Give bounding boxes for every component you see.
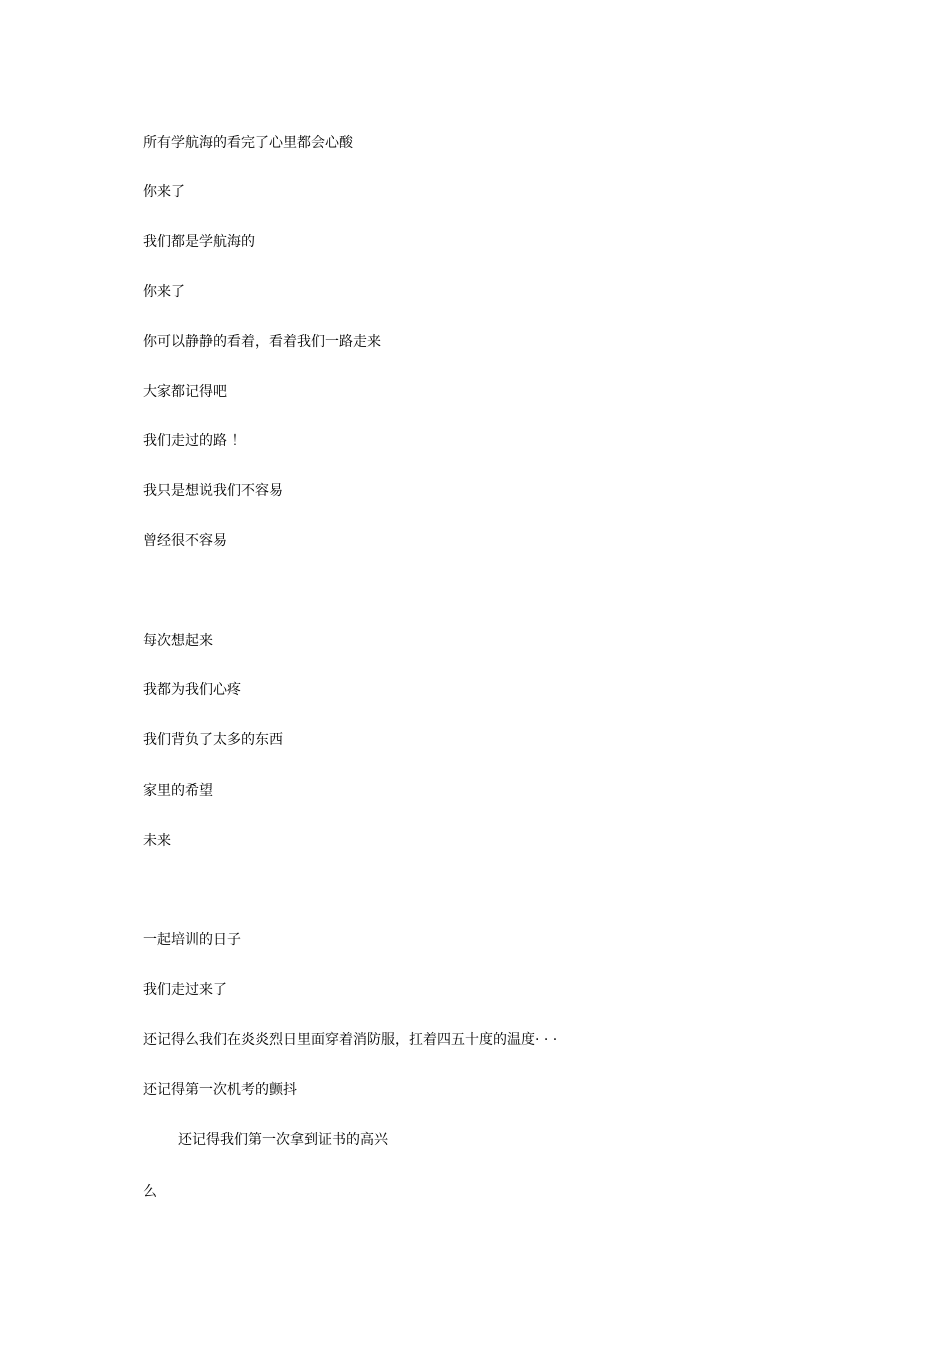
text-line: 我们走过来了: [143, 982, 227, 998]
text-line: 我只是想说我们不容易: [143, 483, 283, 499]
text-line: 所有学航海的看完了心里都会心酸: [143, 135, 353, 151]
text-line: 你可以静静的看着，看着我们一路走来: [143, 334, 381, 350]
text-line: 每次想起来: [143, 633, 213, 649]
text-line: 我们背负了太多的东西: [143, 732, 283, 748]
text-line: 我们都是学航海的: [143, 234, 255, 250]
text-line: 还记得第一次机考的颤抖: [143, 1082, 297, 1098]
text-line: 你来了: [143, 184, 185, 200]
text-line: 家里的希望: [143, 783, 213, 799]
text-line: 未来: [143, 833, 171, 849]
text-line: 一起培训的日子: [143, 932, 241, 948]
text-line: 还记得么我们在炎炎烈日里面穿着消防服，扛着四五十度的温度· · ·: [143, 1032, 558, 1048]
text-line: 你来了: [143, 284, 185, 300]
text-line: 么: [143, 1184, 157, 1200]
text-line: 大家都记得吧: [143, 384, 227, 400]
text-line: 我都为我们心疼: [143, 682, 241, 698]
text-line: 我们走过的路 ！: [143, 433, 246, 449]
text-line: 曾经很不容易: [143, 533, 227, 549]
text-line: 还记得我们第一次拿到证书的高兴: [178, 1132, 388, 1148]
